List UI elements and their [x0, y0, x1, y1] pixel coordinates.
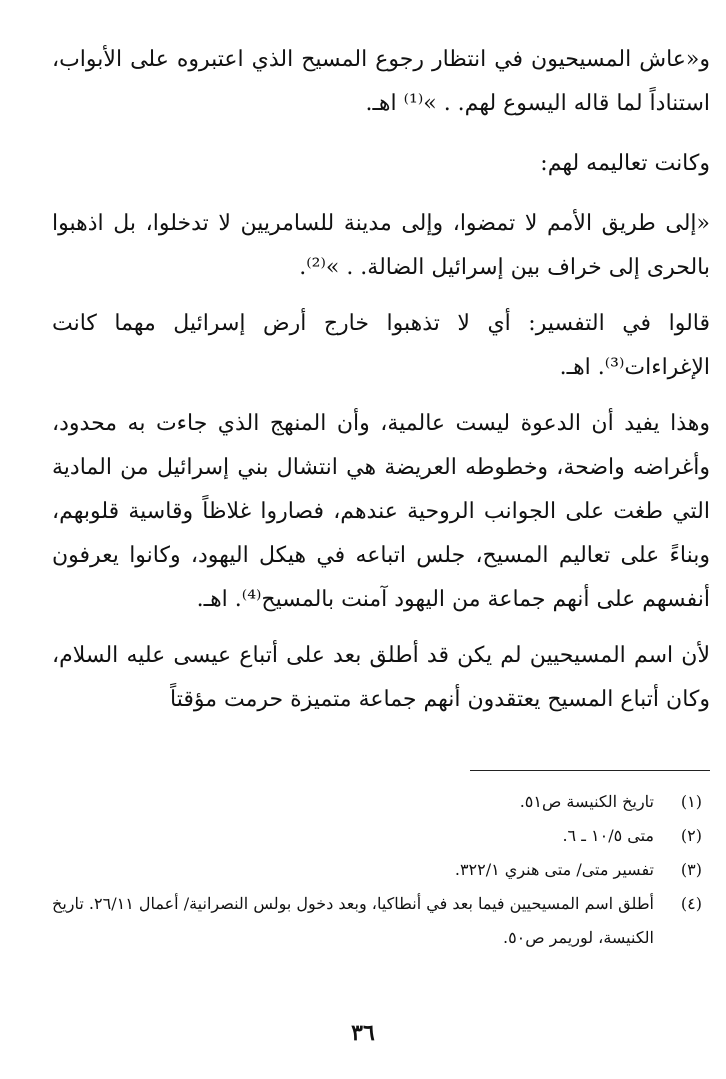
footnotes: [52, 770, 710, 955]
footnote-number: (٣): [680, 860, 702, 879]
paragraph-5: وهذا يفيد أن الدعوة ليست عالمية، وأن المنهج الذي جاءت به محدود، وأغراضه واضحة، وخطوطه العريضة هي انتشال بني إسرائيل من المادية التي طغت على الجوانب الروحية عندهم، فصاروا غلاظاً وقاسية قلوبهم، وبناءً على تعاليم المسيح، جلس اتباعه في هيكل اليهود، وكانوا يعرفون أنفسهم على أنهم جماعة من اليهود آمنت بالمسيح⁽⁴⁾. اهـ.: [52, 411, 710, 612]
paragraph-4: قالوا في التفسير: أي لا تذهبوا خارج أرض إسرائيل مهما كانت الإغراءات⁽³⁾. اهـ.: [52, 311, 710, 380]
footnote-1: [52, 785, 710, 819]
footnote-text: تفسير متى/ متى هنري ٣٢٢/١.: [454, 860, 654, 879]
paragraph-2: وكانت تعاليمه لهم:: [540, 151, 710, 176]
page-number: ٣٦: [351, 1020, 375, 1046]
footnote-divider: [470, 770, 710, 771]
paragraph-1: و«عاش المسيحيون في انتظار رجوع المسيح الذي اعتبروه على الأبواب، استناداً لما قاله اليسوع لهم. . »⁽¹⁾ اهـ.: [52, 47, 710, 116]
footnote-2: [52, 819, 710, 853]
footnote-text: أطلق اسم المسيحيين فيما بعد في أنطاكيا، وبعد دخول بولس النصرانية/ أعمال ٢٦/١١. تاريخ الكنيسة، لوريمر ص٥٠.: [52, 894, 654, 947]
footnote-3: [52, 853, 710, 887]
main-text: [52, 38, 710, 722]
footnote-number: (٢): [680, 826, 702, 845]
footnote-number: (١): [680, 792, 702, 811]
footnote-text: متى ١٠/٥ ـ ٦.: [562, 826, 654, 845]
footnote-number: (٤): [680, 894, 702, 913]
footnote-text: تاريخ الكنيسة ص٥١.: [519, 792, 654, 811]
paragraph-3-quote: «إلى طريق الأمم لا تمضوا، وإلى مدينة للسامريين لا تدخلوا، بل اذهبوا بالحرى إلى خراف بين إسرائيل الضالة. . »⁽²⁾.: [52, 211, 710, 280]
paragraph-6: لأن اسم المسيحيين لم يكن قد أطلق بعد على أتباع عيسى عليه السلام، وكان أتباع المسيح يعتقدون أنهم جماعة متميزة حرمت مؤقتاً: [52, 643, 710, 712]
footnote-4: [52, 887, 710, 955]
